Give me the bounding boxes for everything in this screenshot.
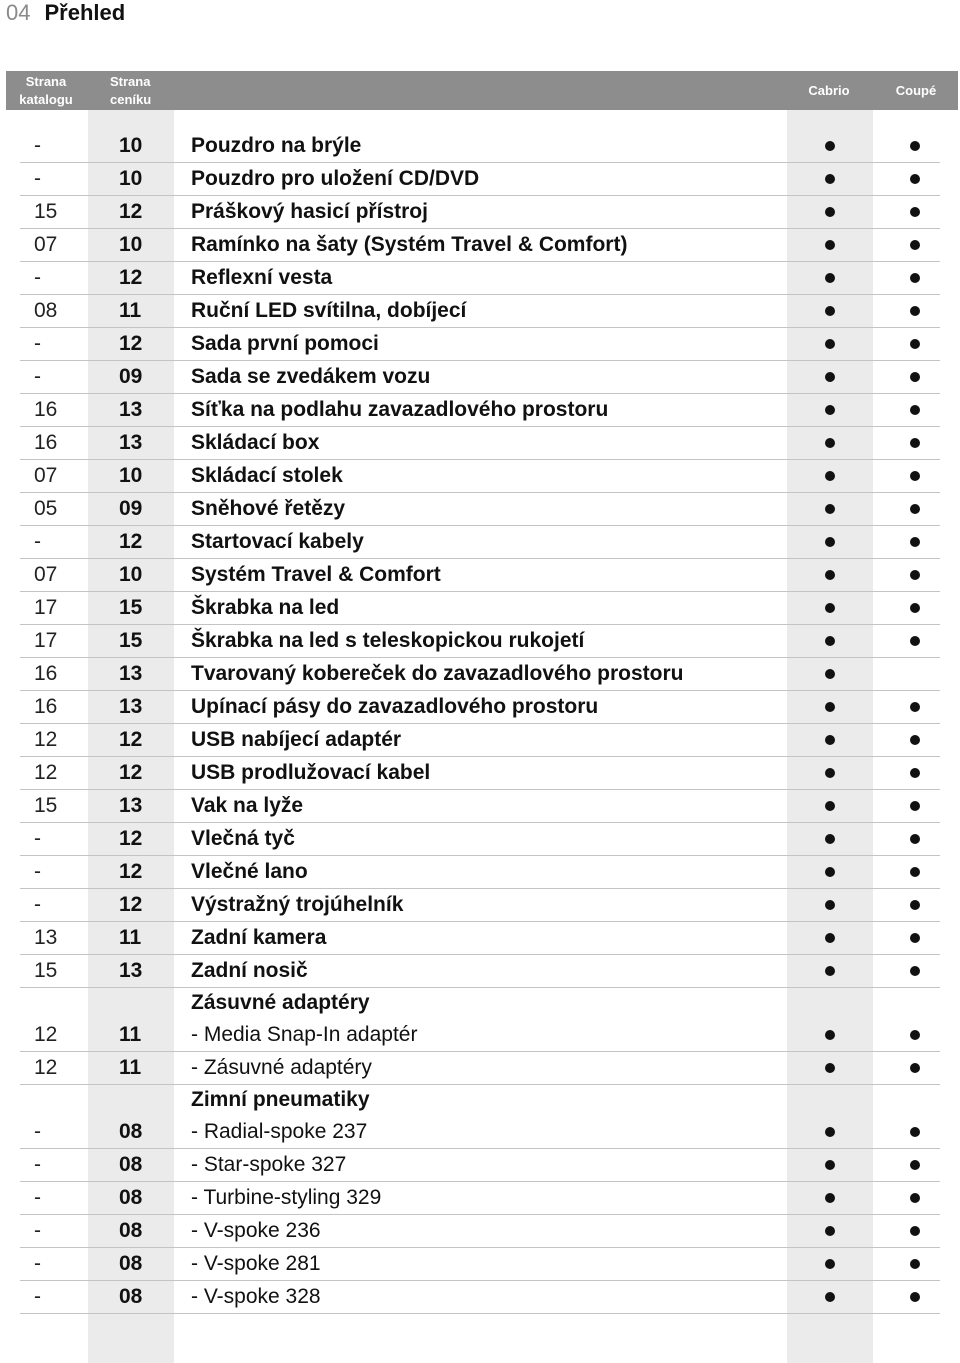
price-page: 13 <box>119 794 143 817</box>
item-name: Vlečná tyč <box>191 827 295 850</box>
page-number: 04 <box>6 0 31 25</box>
item-name: - Radial-spoke 237 <box>191 1120 368 1143</box>
item-name: USB nabíjecí adaptér <box>191 728 402 751</box>
item-name: Tvarovaný kobereček do zavazadlového prostoru <box>191 662 684 685</box>
table-row <box>20 790 940 823</box>
table-row <box>20 295 940 328</box>
cabrio-available-dot <box>825 537 835 547</box>
table-row <box>20 328 940 361</box>
price-page: 13 <box>119 959 143 982</box>
cabrio-available-dot <box>825 603 835 613</box>
price-page: 13 <box>119 431 143 454</box>
table-row <box>20 955 940 988</box>
coupe-available-dot <box>910 636 920 646</box>
table-row <box>20 823 940 856</box>
table-row <box>20 691 940 724</box>
price-page: 10 <box>119 563 143 586</box>
column-header-catalog: Strana katalogu <box>19 74 73 107</box>
coupe-available-dot <box>910 801 920 811</box>
price-page: 10 <box>119 134 143 157</box>
catalog-page: - <box>34 1186 41 1209</box>
item-name: Škrabka na led <box>191 596 340 619</box>
catalog-page: 07 <box>34 233 58 256</box>
table-row <box>20 625 940 658</box>
catalog-page: 07 <box>34 563 58 586</box>
price-page: 12 <box>119 200 143 223</box>
catalog-page: 12 <box>34 1023 58 1046</box>
column-header-coupe: Coupé <box>895 83 937 98</box>
catalog-page: - <box>34 266 41 289</box>
coupe-available-dot <box>910 966 920 976</box>
catalog-page: 07 <box>34 464 58 487</box>
table-header <box>6 71 958 110</box>
item-name: Pouzdro na brýle <box>191 134 362 157</box>
catalog-page: 13 <box>34 926 58 949</box>
item-name: - Turbine-styling 329 <box>191 1186 382 1209</box>
price-page: 08 <box>119 1120 143 1143</box>
price-page: 12 <box>119 860 143 883</box>
catalog-page: 16 <box>34 662 58 685</box>
item-name: Zadní nosič <box>191 959 308 982</box>
price-page: 15 <box>119 596 143 619</box>
item-name: Výstražný trojúhelník <box>191 893 404 916</box>
cabrio-available-dot <box>825 1259 835 1269</box>
price-page: 13 <box>119 695 143 718</box>
coupe-available-dot <box>910 339 920 349</box>
price-page: 15 <box>119 629 143 652</box>
item-name: Sada se zvedákem vozu <box>191 365 431 388</box>
cabrio-available-dot <box>825 471 835 481</box>
table-row <box>20 757 940 790</box>
catalog-page: 17 <box>34 596 58 619</box>
coupe-available-dot <box>910 438 920 448</box>
item-name: Upínací pásy do zavazadlového prostoru <box>191 695 599 718</box>
cabrio-available-dot <box>825 1030 835 1040</box>
coupe-available-dot <box>910 273 920 283</box>
cabrio-available-dot <box>825 174 835 184</box>
price-page: 11 <box>119 1023 142 1046</box>
item-name: - V-spoke 281 <box>191 1252 321 1275</box>
table-row <box>20 658 940 691</box>
coupe-available-dot <box>910 1030 920 1040</box>
catalog-page: 12 <box>34 728 58 751</box>
catalog-page: 16 <box>34 695 58 718</box>
cabrio-available-dot <box>825 141 835 151</box>
price-page: 10 <box>119 233 143 256</box>
cabrio-available-dot <box>825 1127 835 1137</box>
cabrio-available-dot <box>825 933 835 943</box>
table-row <box>20 889 940 922</box>
page-header <box>6 0 125 26</box>
table-row <box>20 262 940 295</box>
catalog-page: 12 <box>34 761 58 784</box>
table-row <box>20 229 940 262</box>
catalog-page: 05 <box>34 497 58 520</box>
coupe-available-dot <box>910 471 920 481</box>
column-header-price: Strana ceníku <box>110 74 152 107</box>
price-page: 08 <box>119 1285 143 1308</box>
cabrio-available-dot <box>825 735 835 745</box>
price-page: 11 <box>119 1056 142 1079</box>
item-name: Vak na lyže <box>191 794 304 817</box>
group-heading: Zásuvné adaptéry <box>191 991 370 1014</box>
price-page: 12 <box>119 530 143 553</box>
catalog-page: 17 <box>34 629 58 652</box>
table-row <box>20 1182 940 1215</box>
price-page: 09 <box>119 365 143 388</box>
cabrio-available-dot <box>825 702 835 712</box>
item-name: Práškový hasicí přístroj <box>191 200 428 223</box>
coupe-available-dot <box>910 834 920 844</box>
cabrio-available-dot <box>825 273 835 283</box>
coupe-available-dot <box>910 1259 920 1269</box>
coupe-available-dot <box>910 603 920 613</box>
coupe-available-dot <box>910 735 920 745</box>
price-page: 08 <box>119 1252 143 1275</box>
cabrio-available-dot <box>825 240 835 250</box>
cabrio-available-dot <box>825 636 835 646</box>
cabrio-available-dot <box>825 867 835 877</box>
item-name: Skládací stolek <box>191 464 343 487</box>
price-page: 10 <box>119 464 143 487</box>
table-row <box>20 163 940 196</box>
catalog-page: 08 <box>34 299 58 322</box>
table-row <box>20 1281 940 1314</box>
price-page: 12 <box>119 827 143 850</box>
catalog-page: - <box>34 134 41 157</box>
coupe-available-dot <box>910 1160 920 1170</box>
price-page: 08 <box>119 1219 143 1242</box>
coupe-available-dot <box>910 207 920 217</box>
catalog-page: - <box>34 1219 41 1242</box>
item-name: Síťka na podlahu zavazadlového prostoru <box>191 398 609 421</box>
catalog-page: - <box>34 827 41 850</box>
item-name: - Zásuvné adaptéry <box>191 1056 372 1079</box>
cabrio-available-dot <box>825 834 835 844</box>
item-name: Zadní kamera <box>191 926 327 949</box>
coupe-available-dot <box>910 570 920 580</box>
table-row <box>20 361 940 394</box>
catalog-page: - <box>34 530 41 553</box>
price-page: 11 <box>119 926 142 949</box>
price-page: 13 <box>119 662 143 685</box>
table-row <box>20 724 940 757</box>
table-row <box>20 988 940 1052</box>
price-page: 12 <box>119 728 143 751</box>
cabrio-available-dot <box>825 504 835 514</box>
item-name: Reflexní vesta <box>191 266 333 289</box>
item-name: USB prodlužovací kabel <box>191 761 431 784</box>
item-name: Sada první pomoci <box>191 332 379 355</box>
cabrio-available-dot <box>825 1160 835 1170</box>
cabrio-available-dot <box>825 1063 835 1073</box>
cabrio-available-dot <box>825 405 835 415</box>
catalog-page: 15 <box>34 794 58 817</box>
catalog-page: - <box>34 365 41 388</box>
coupe-available-dot <box>910 900 920 910</box>
price-page: 08 <box>119 1153 143 1176</box>
column-header-cabrio: Cabrio <box>808 83 850 98</box>
cabrio-available-dot <box>825 1226 835 1236</box>
coupe-available-dot <box>910 141 920 151</box>
price-page: 11 <box>119 299 142 322</box>
coupe-available-dot <box>910 702 920 712</box>
item-name: - V-spoke 328 <box>191 1285 321 1308</box>
page-title: Přehled <box>44 0 126 25</box>
price-page: 12 <box>119 893 143 916</box>
table-row <box>20 1149 940 1182</box>
catalog-page: - <box>34 332 41 355</box>
catalog-page: - <box>34 1252 41 1275</box>
cabrio-available-dot <box>825 966 835 976</box>
price-page: 10 <box>119 167 143 190</box>
table-row <box>20 196 940 229</box>
coupe-available-dot <box>910 537 920 547</box>
cabrio-available-dot <box>825 1193 835 1203</box>
cabrio-available-dot <box>825 438 835 448</box>
price-page: 12 <box>119 332 143 355</box>
cabrio-available-dot <box>825 801 835 811</box>
table-row <box>20 526 940 559</box>
table-row <box>20 427 940 460</box>
catalog-page: - <box>34 860 41 883</box>
coupe-available-dot <box>910 1193 920 1203</box>
catalog-page: 16 <box>34 431 58 454</box>
coupe-available-dot <box>910 1127 920 1137</box>
item-name: Vlečné lano <box>191 860 308 883</box>
coupe-available-dot <box>910 372 920 382</box>
coupe-available-dot <box>910 306 920 316</box>
coupe-available-dot <box>910 768 920 778</box>
item-name: Skládací box <box>191 431 320 454</box>
coupe-available-dot <box>910 1292 920 1302</box>
coupe-available-dot <box>910 504 920 514</box>
catalog-page: - <box>34 167 41 190</box>
coupe-available-dot <box>910 1226 920 1236</box>
item-name: - Media Snap-In adaptér <box>191 1023 418 1046</box>
price-page: 09 <box>119 497 143 520</box>
accessory-table-body <box>20 130 940 1314</box>
table-row <box>20 592 940 625</box>
catalog-page: - <box>34 1153 41 1176</box>
item-name: Ruční LED svítilna, dobíjecí <box>191 299 467 322</box>
catalog-page: 15 <box>34 959 58 982</box>
table-row <box>20 460 940 493</box>
item-name: Systém Travel & Comfort <box>191 563 441 586</box>
table-row <box>20 922 940 955</box>
coupe-available-dot <box>910 174 920 184</box>
table-row <box>20 394 940 427</box>
coupe-available-dot <box>910 1063 920 1073</box>
catalog-page: 15 <box>34 200 58 223</box>
price-page: 13 <box>119 398 143 421</box>
cabrio-available-dot <box>825 207 835 217</box>
price-page: 08 <box>119 1186 143 1209</box>
table-row <box>20 559 940 592</box>
coupe-available-dot <box>910 867 920 877</box>
table-row <box>20 1215 940 1248</box>
cabrio-available-dot <box>825 570 835 580</box>
cabrio-available-dot <box>825 669 835 679</box>
cabrio-available-dot <box>825 1292 835 1302</box>
cabrio-available-dot <box>825 900 835 910</box>
item-name: - V-spoke 236 <box>191 1219 321 1242</box>
coupe-available-dot <box>910 240 920 250</box>
table-row <box>20 1085 940 1149</box>
group-heading: Zimní pneumatiky <box>191 1088 370 1111</box>
item-name: Škrabka na led s teleskopickou rukojetí <box>191 629 585 652</box>
item-name: Pouzdro pro uložení CD/DVD <box>191 167 480 190</box>
table-row <box>20 1248 940 1281</box>
price-page: 12 <box>119 266 143 289</box>
cabrio-available-dot <box>825 339 835 349</box>
table-row <box>20 1052 940 1085</box>
coupe-available-dot <box>910 405 920 415</box>
table-row <box>20 130 940 163</box>
table-row <box>20 856 940 889</box>
coupe-available-dot <box>910 933 920 943</box>
catalog-page: - <box>34 1285 41 1308</box>
item-name: Startovací kabely <box>191 530 364 553</box>
item-name: Ramínko na šaty (Systém Travel & Comfort) <box>191 233 628 256</box>
cabrio-available-dot <box>825 768 835 778</box>
price-page: 12 <box>119 761 143 784</box>
catalog-page: - <box>34 1120 41 1143</box>
cabrio-available-dot <box>825 372 835 382</box>
catalog-page: - <box>34 893 41 916</box>
item-name: Sněhové řetězy <box>191 497 346 520</box>
item-name: - Star-spoke 327 <box>191 1153 347 1176</box>
catalog-page: 16 <box>34 398 58 421</box>
catalog-page: 12 <box>34 1056 58 1079</box>
table-row <box>20 493 940 526</box>
cabrio-available-dot <box>825 306 835 316</box>
